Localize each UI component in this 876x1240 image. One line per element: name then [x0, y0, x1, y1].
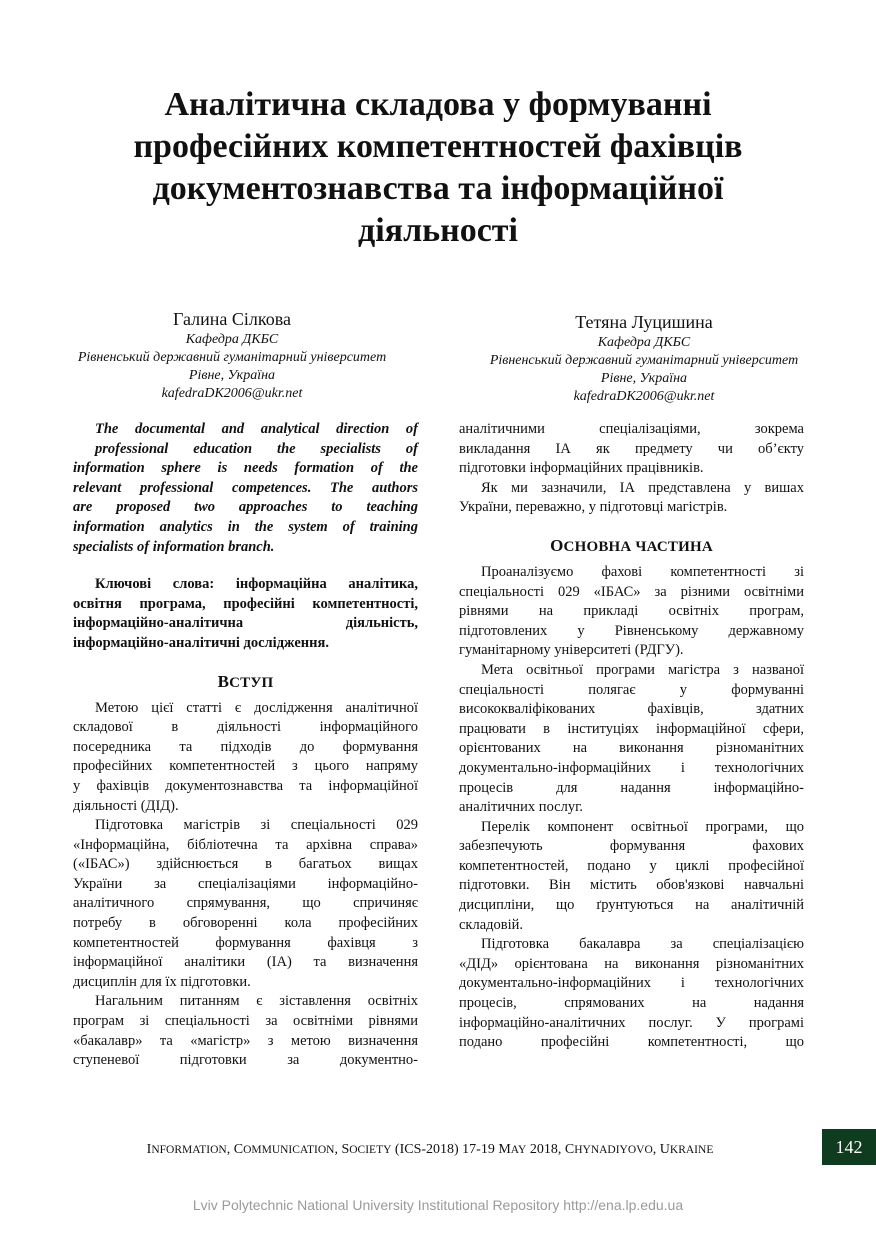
title-line: професійних компетентностей фахівців [133, 128, 743, 165]
text-line: «бакалавр» та «магістр» з метою визначення [73, 1032, 418, 1049]
text-line: документально-інформаційних і технологічних [459, 975, 804, 992]
author-name: Галина Сілкова [173, 309, 291, 329]
text-line: («ІБАС») здійснюється в багатьох вищах [73, 856, 418, 873]
text-line: професійних компетентностей з цього напряму [73, 758, 418, 775]
section-heading-main [459, 536, 804, 557]
footer-segment: NFORMATION [151, 1144, 227, 1156]
text-line: аналітичними спеціалізаціями, зокрема [459, 421, 804, 437]
abstract-line: professional education the specialists of [95, 440, 418, 457]
author-department: Кафедра ДКБС [597, 335, 691, 350]
footer-segment: (ICS-2018) 17-19 M [391, 1142, 511, 1157]
text-line: посередника та підходів до формування [73, 738, 418, 755]
text-line: викладання ІА як предмету чи об’єкту [459, 440, 804, 457]
text-line: Нагальним питанням є зіставлення освітніх [95, 993, 418, 1010]
text-line: України за спеціалізаціями інформаційно- [73, 875, 418, 892]
abstract-line: are proposed two approaches to teaching [73, 499, 418, 516]
footer-segment: KRAINE [669, 1144, 714, 1156]
paragraph [459, 479, 804, 518]
paragraph [73, 816, 418, 992]
paragraph [73, 699, 418, 817]
page-number-badge [822, 1129, 876, 1165]
text-line: процесів, спрямованих на надання [459, 995, 804, 1012]
author-city: Рівне, Україна [188, 368, 276, 383]
heading-rest: СНОВНА ЧАСТИНА [563, 538, 713, 555]
text-line: аналітичних послуг. [459, 799, 584, 816]
author-email[interactable]: kafedraDK2006@ukr.net [161, 386, 303, 401]
author-block-1 [50, 308, 414, 403]
text-line: складовій. [459, 916, 524, 933]
abstract [73, 420, 418, 557]
abstract-line: information analytics in the system of training [73, 518, 418, 535]
text-line: забезпечують формування фахових [459, 838, 804, 855]
text-line: працювати в інституціях інформаційної сфери, [459, 720, 804, 737]
text-line: дисциплін для їх підготовки. [73, 973, 251, 990]
text-line: гуманітарному університеті (РДГУ). [459, 642, 684, 659]
text-line: орієнтованих на виконання різноманітних [459, 740, 804, 757]
text-line: компетентностей, подано у циклі професійної [459, 857, 804, 874]
abstract-line: information sphere is needs formation of the [73, 460, 418, 477]
paragraph [459, 818, 804, 936]
footer-segment: HYNADIYOVO [574, 1144, 653, 1156]
text-line: Підготовка бакалавра за спеціалізацією [481, 936, 804, 953]
footer-segment: OCIETY [349, 1144, 392, 1156]
text-line: висококваліфікованих фахівців, здатних [459, 701, 804, 718]
right-column [459, 420, 804, 1053]
footer-segment: I [146, 1142, 152, 1157]
text-line: Як ми зазначили, ІА представлена у вишах [481, 479, 804, 496]
author-email[interactable]: kafedraDK2006@ukr.net [573, 389, 715, 404]
text-line: Проаналізуємо фахові компетентності зі [481, 563, 804, 580]
text-line: ступеневої підготовки за документно- [73, 1052, 418, 1069]
text-line: подано професійні компетентності, що [459, 1034, 804, 1051]
text-line: дисципліни, що ґрунтуються на аналітичній [459, 897, 804, 914]
text-line: програм зі спеціальності за освітніми рівнями [73, 1013, 418, 1030]
text-line: підготовки. Він містить обов'язкові навчальні [459, 877, 804, 894]
paper-title [60, 84, 816, 252]
keywords-line: інформаційно-аналітична діяльність, [73, 615, 418, 632]
footer-segment: OMMUNICATION [243, 1144, 335, 1156]
repository-watermark: Lviv Polytechnic National University Institutional Repository http://ena.lp.edu.ua [192, 1197, 684, 1213]
text-line: «ДІД» орієнтована на виконання різноманітних [459, 955, 804, 972]
abstract-line: relevant professional competences. The authors [73, 479, 418, 496]
section-heading-intro [73, 672, 418, 693]
keywords [73, 575, 418, 653]
keywords-line: Ключові слова: інформаційна аналітика, [95, 576, 418, 593]
page-number: 142 [835, 1137, 863, 1157]
text-line: спеціальності полягає у формуванні [459, 681, 804, 698]
footer-segment: AY [510, 1144, 527, 1156]
text-line: аналітичного спрямування, що спричиняє [73, 895, 418, 912]
text-line: складової в діяльності інформаційного [73, 719, 418, 736]
heading-initial: О [550, 535, 564, 555]
text-line: Мета освітньої програми магістра з названої [481, 661, 804, 678]
text-line: компетентностей формування фахівця з [73, 934, 418, 951]
author-block-2 [462, 311, 826, 406]
text-line: документально-інформаційних і технологічних [459, 759, 804, 776]
title-line: Аналітична складова у формуванні [164, 86, 712, 123]
keywords-line: освітня програма, професійні компетентності, [73, 595, 418, 612]
text-line: потребу в обговоренні кола професійних [73, 915, 418, 932]
footer-segment: , U [652, 1142, 670, 1157]
left-column [73, 420, 418, 1071]
heading-rest: СТУП [229, 674, 274, 691]
text-line: «Інформаційна, бібліотечна та архівна справа» [73, 836, 418, 853]
paragraph [459, 661, 804, 818]
abstract-line: specialists of information branch. [73, 538, 275, 555]
text-line: інформаційної аналітики (ІА) та визначення [73, 954, 418, 971]
text-line: підготовки інформаційних працівників. [459, 460, 704, 477]
author-university: Рівненський державний гуманітарний університет [489, 353, 799, 368]
title-line: документознавства та інформаційної [152, 170, 724, 207]
author-name: Тетяна Луцишина [575, 312, 713, 332]
abstract-line: The documental and analytical direction of [95, 421, 418, 437]
author-department: Кафедра ДКБС [185, 332, 279, 347]
text-line: процесів для надання інформаційно- [459, 779, 804, 796]
paragraph [459, 935, 804, 1053]
footer-segment: , C [226, 1142, 244, 1157]
text-line: Перелік компонент освітньої програми, що [481, 818, 804, 835]
paragraph [73, 992, 418, 1070]
conference-footer [60, 1142, 800, 1158]
text-line: України, переважно, у підготовці магістрів. [459, 499, 728, 516]
footer-segment: , S [334, 1142, 350, 1157]
text-line: рівнями на прикладі освітніх програм, [459, 603, 804, 620]
author-city: Рівне, Україна [600, 371, 688, 386]
text-line: підготовлених у Рівненському державному [459, 622, 804, 639]
heading-initial: В [217, 671, 230, 691]
paragraph [459, 563, 804, 661]
footer-segment: 2018, C [526, 1142, 575, 1157]
text-line: діяльності (ДІД). [73, 797, 179, 814]
text-line: спеціальності 029 «ІБАС» за різними освітніми [459, 583, 804, 600]
author-university: Рівненський державний гуманітарний університет [77, 350, 387, 365]
text-line: Метою цієї статті є дослідження аналітичної [95, 699, 418, 716]
title-line: діяльності [358, 212, 518, 249]
text-line: Підготовка магістрів зі спеціальності 029 [95, 817, 418, 834]
text-line: у фахівців документознавства та інформаційної [73, 777, 418, 794]
text-line: інформаційно-аналітичних послуг. У програмі [459, 1014, 804, 1031]
paragraph [459, 420, 804, 479]
keywords-line: інформаційно-аналітичні дослідження. [73, 634, 329, 651]
